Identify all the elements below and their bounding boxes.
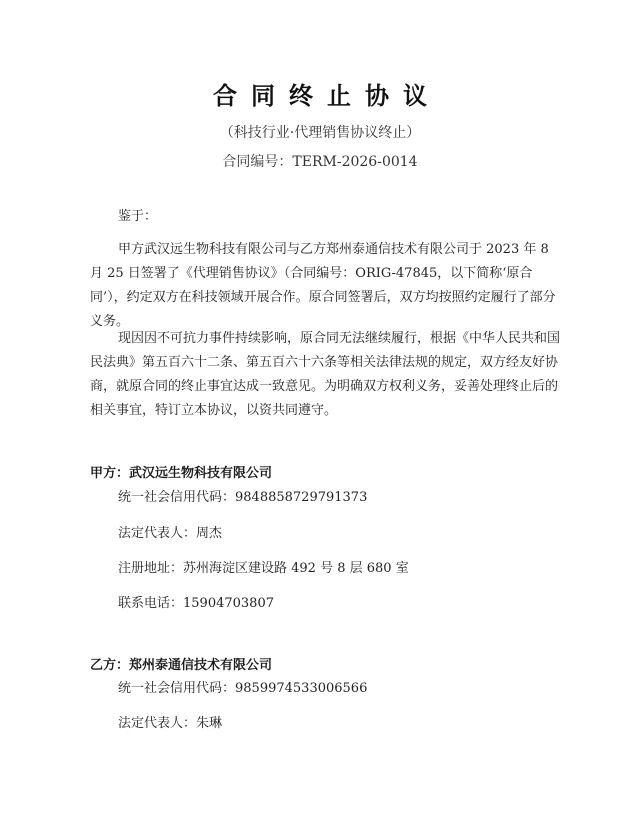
whereas-label: 鉴于： [118, 209, 158, 224]
recital-paragraph-2: 现因因不可抗力事件持续影响，原合同无法继续履行，根据《中华人民共和国民法典》第五百六十二条、第五百六十六条等相关法律法规的规定，双方经友好协商，就原合同的终止事宜达成一致意见。为明确双方权利义务，妥善处理终止后的相关事宜，特订立本协议，以资共同遵守。 [90, 331, 561, 418]
contract-number: 合同编号：TERM-2026-0014 [222, 154, 418, 170]
document-title: 合同终止协议 [213, 82, 441, 110]
party-a-credit-code: 统一社会信用代码：9848858729791373 [118, 490, 368, 505]
party-a-address: 注册地址：苏州海淀区建设路 492 号 8 层 680 室 [118, 561, 409, 576]
party-a-heading: 甲方：武汉远生物科技有限公司 [90, 466, 273, 481]
party-a-phone: 联系电话：15904703807 [118, 596, 274, 611]
party-b-legal-rep: 法定代表人：朱琳 [118, 716, 223, 731]
recital-paragraph-1: 甲方武汉远生物科技有限公司与乙方郑州泰通信技术有限公司于 2023 年 8 月 25 日签署了《代理销售协议》（合同编号：ORIG-47845，以下简称‘原合同’），约定双方在科技领域开展合作。原合同签署后，双方均按照约定履行了部分义务。 [90, 242, 556, 329]
document-subtitle: （科技行业·代理销售协议终止） [219, 125, 421, 141]
party-b-credit-code: 统一社会信用代码：9859974533006566 [118, 681, 368, 696]
party-a-legal-rep: 法定代表人：周杰 [118, 526, 223, 541]
party-b-heading: 乙方：郑州泰通信技术有限公司 [90, 658, 273, 673]
